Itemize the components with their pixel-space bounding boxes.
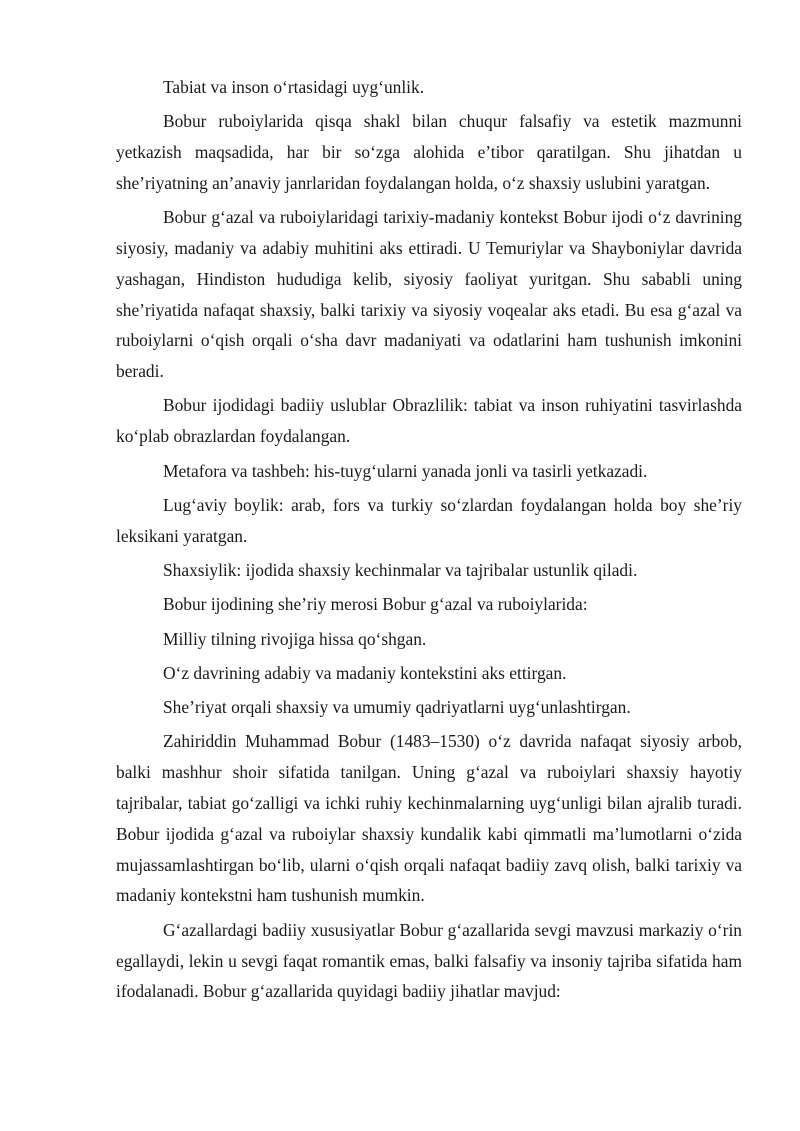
paragraph-ruboiy-style: Bobur ruboiylarida qisqa shakl bilan chuqur falsafiy va estetik mazmunni yetkazish maqsadida, har bir so‘zga alohida e’tibor qaratilgan. Shu jihatdan u she’riyatning an’anaviy janrlaridan foydalangan holda, o‘z shaxsiy uslubini yaratgan. — [116, 111, 742, 193]
paragraph-harmony: Tabiat va inson o‘rtasidagi uyg‘unlik. — [163, 77, 425, 97]
paragraph-values: She’riyat orqali shaxsiy va umumiy qadriyatlarni uyg‘unlashtirgan. — [163, 697, 631, 718]
paragraph-metaphor: Metafora va tashbeh: his-tuyg‘ularni yanada jonli va tasirli yetkazadi. — [163, 460, 648, 481]
document-page — [116, 72, 742, 1011]
paragraph-ghazal-features: G‘azallardagi badiiy xususiyatlar Bobur g‘azallarida sevgi mavzusi markaziy o‘rin egallaydi, lekin u sevgi faqat romantik emas, balki falsafiy va insoniy tajriba sifatida ham ifodalanadi. Bobur g‘azallarida quyidagi badiiy jihatlar mavjud: — [116, 919, 742, 1002]
paragraph-personality: Shaxsiylik: ijodida shaxsiy kechinmalar va tajribalar ustunlik qiladi. — [163, 559, 638, 580]
paragraph-imagery: Bobur ijodidagi badiiy uslublar Obrazlilik: tabiat va inson ruhiyatini tasvirlashda ko‘plab obrazlardan foydalangan. — [116, 395, 742, 447]
paragraph-historical-context: Bobur g‘azal va ruboiylaridagi tarixiy-madaniy kontekst Bobur ijodi o‘z davrining siyosiy, madaniy va adabiy muhitini aks ettiradi. U Temuriylar va Shayboniylar davrida yashagan, Hindiston hududiga kelib, siyosiy faoliyat yuritgan. Shu sababli uning she’riyatida nafaqat shaxsiy, balki tarixiy va siyosiy voqealar aks etadi. Bu esa g‘azal va ruboiylarni o‘qish orqali o‘sha davr madaniyati va odatlarini ham tushunish imkonini beradi. — [116, 207, 742, 382]
paragraph-lexical-richness: Lug‘aviy boylik: arab, fors va turkiy so‘zlardan foydalangan holda boy she’riy leksikani yaratgan. — [116, 494, 742, 546]
paragraph-biography: Zahiriddin Muhammad Bobur (1483–1530) o‘z davrida nafaqat siyosiy arbob, balki mashhur shoir sifatida tanilgan. Uning g‘azal va ruboiylari shaxsiy hayotiy tajribalar, tabiat go‘zalligi va ichki ruhiy kechinmalarning uyg‘unligi bilan ajralib turadi. Bobur ijodida g‘azal va ruboiylar shaxsiy kundalik kabi qimmatli ma’lumotlarni o‘zida mujassamlashtirgan bo‘lib, ularni o‘qish orqali nafaqat badiiy zavq olish, balki tarixiy va madaniy kontekstni ham tushunish mumkin. — [116, 731, 742, 906]
paragraph-literary-context: O‘z davrining adabiy va madaniy kontekstini aks ettirgan. — [163, 662, 567, 683]
paragraph-national-language: Milliy tilning rivojiga hissa qo‘shgan. — [163, 628, 427, 649]
paragraph-poetic-heritage: Bobur ijodining she’riy merosi Bobur g‘azal va ruboiylarida: — [163, 594, 588, 615]
